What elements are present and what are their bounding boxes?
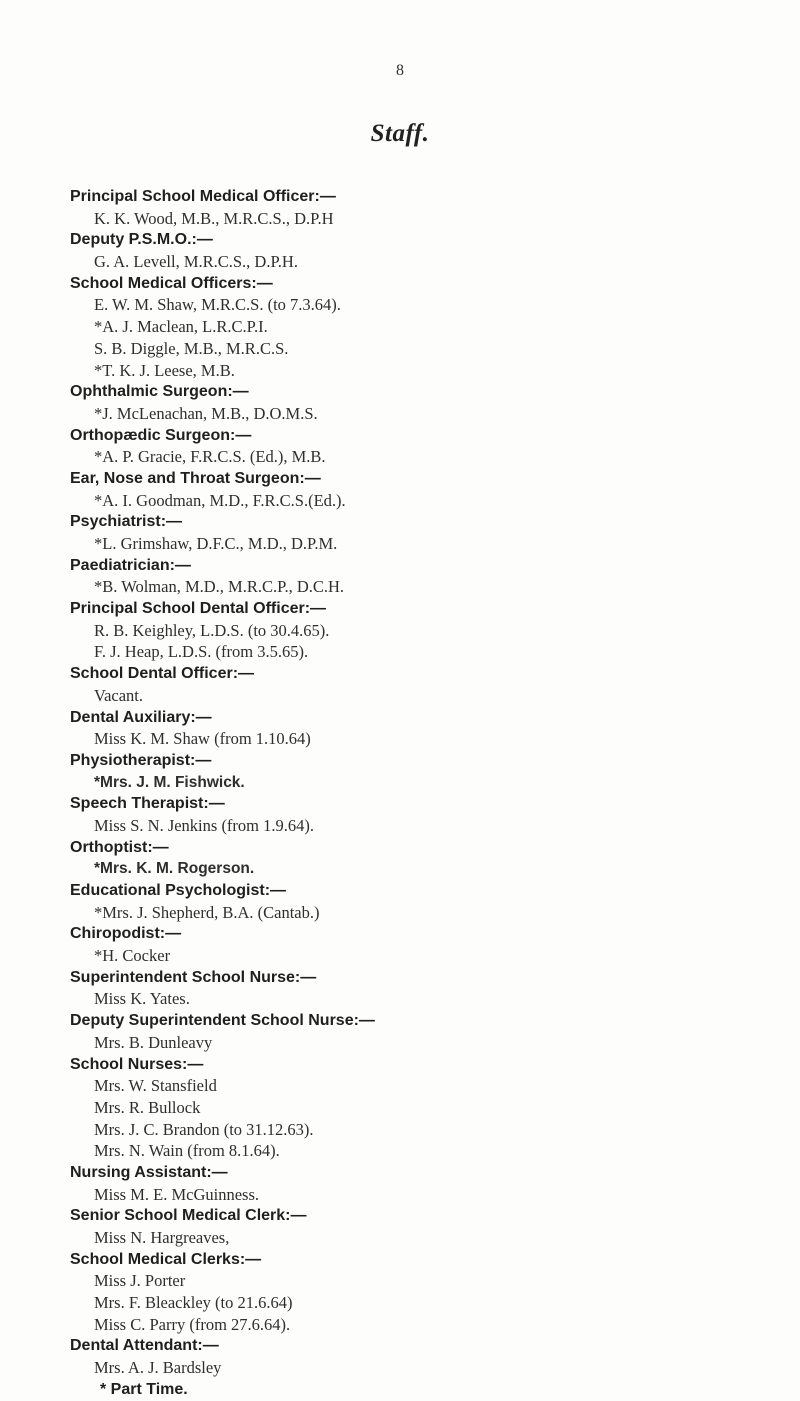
section-heading: Paediatrician:— [70, 556, 191, 574]
section-heading: Deputy P.S.M.O.:— [70, 231, 213, 249]
staff-entry: *Mrs. J. Shepherd, B.A. (Cantab.) [94, 902, 320, 922]
section-heading: Speech Therapist:— [70, 795, 225, 813]
staff-section [70, 750, 770, 793]
staff-section [70, 186, 770, 229]
section-heading: Ear, Nose and Throat Surgeon:— [70, 469, 321, 487]
page-number: 8 [396, 62, 404, 79]
staff-entry: *A. J. Maclean, L.R.C.P.I. [94, 317, 268, 337]
staff-entry: Miss K. M. Shaw (from 1.10.64) [94, 729, 311, 749]
staff-section [70, 1335, 770, 1378]
section-heading: School Medical Officers:— [70, 274, 273, 292]
staff-entry: Mrs. B. Dunleavy [94, 1032, 213, 1052]
staff-entry: Vacant. [94, 685, 144, 705]
staff-section [70, 1010, 770, 1053]
staff-entry: Miss J. Porter [94, 1271, 186, 1291]
staff-entry: *A. I. Goodman, M.D., F.R.C.S.(Ed.). [94, 490, 346, 510]
staff-entry: E. W. M. Shaw, M.R.C.S. (to 7.3.64). [94, 295, 341, 315]
staff-section [70, 273, 770, 381]
staff-entry: Miss K. Yates. [94, 989, 190, 1009]
staff-entry: *T. K. J. Leese, M.B. [94, 360, 235, 380]
staff-section [70, 967, 770, 1010]
staff-entry: Miss S. N. Jenkins (from 1.9.64). [94, 815, 315, 835]
section-heading: Principal School Medical Officer:— [70, 188, 336, 205]
section-heading: Nursing Assistant:— [70, 1163, 228, 1181]
section-heading: Dental Attendant:— [70, 1337, 219, 1355]
section-heading: Orthoptist:— [70, 838, 169, 856]
section-heading: Chiropodist:— [70, 925, 182, 943]
staff-entry: Miss C. Parry (from 27.6.64). [94, 1314, 291, 1334]
staff-entry: Mrs. F. Bleackley (to 21.6.64) [94, 1293, 293, 1313]
staff-entry: *H. Cocker [94, 946, 171, 966]
staff-section [70, 923, 770, 966]
staff-section [70, 880, 770, 923]
staff-entry: Mrs. W. Stansfield [94, 1076, 217, 1096]
staff-entry: *J. McLenachan, M.B., D.O.M.S. [94, 403, 318, 423]
section-heading: Orthopædic Surgeon:— [70, 426, 252, 444]
staff-section [70, 1205, 770, 1248]
section-heading: Physiotherapist:— [70, 751, 212, 769]
staff-entry: S. B. Diggle, M.B., M.R.C.S. [94, 338, 289, 358]
section-heading: Principal School Dental Officer:— [70, 600, 327, 618]
staff-entry: R. B. Keighley, L.D.S. (to 30.4.65). [94, 620, 330, 640]
staff-section [70, 598, 770, 663]
section-heading: Ophthalmic Surgeon:— [70, 383, 249, 401]
section-heading: Senior School Medical Clerk:— [70, 1207, 307, 1225]
section-heading: Educational Psychologist:— [70, 882, 287, 899]
staff-section [70, 511, 770, 554]
staff-entry: Mrs. J. C. Brandon (to 31.12.63). [94, 1119, 314, 1139]
staff-section [70, 381, 770, 424]
section-heading: School Medical Clerks:— [70, 1250, 262, 1268]
part-time-footnote: * Part Time. [100, 1380, 188, 1398]
staff-section [70, 1054, 770, 1162]
staff-section [70, 468, 770, 511]
staff-section [70, 1162, 770, 1205]
staff-entry: *Mrs. J. M. Fishwick. [94, 773, 245, 791]
staff-entry: *Mrs. K. M. Rogerson. [94, 860, 255, 878]
staff-section [70, 425, 770, 468]
staff-entry: *L. Grimshaw, D.F.C., M.D., D.P.M. [94, 534, 338, 553]
staff-entry: *B. Wolman, M.D., M.R.C.P., D.C.H. [94, 577, 345, 597]
staff-section [70, 707, 770, 750]
staff-section [70, 555, 770, 598]
staff-entry: F. J. Heap, L.D.S. (from 3.5.65). [94, 642, 309, 662]
staff-section [70, 229, 770, 272]
staff-entry: Mrs. N. Wain (from 8.1.64). [94, 1141, 280, 1161]
section-heading: Psychiatrist:— [70, 513, 183, 531]
section-heading: School Dental Officer:— [70, 665, 255, 683]
section-heading: Deputy Superintendent School Nurse:— [70, 1012, 375, 1030]
staff-entry: *A. P. Gracie, F.R.C.S. (Ed.), M.B. [94, 447, 326, 467]
staff-entry: Mrs. R. Bullock [94, 1097, 201, 1117]
staff-entry: Miss N. Hargreaves, [94, 1228, 230, 1247]
staff-list [70, 186, 770, 1401]
section-heading: School Nurses:— [70, 1055, 204, 1073]
section-heading: Dental Auxiliary:— [70, 708, 212, 726]
staff-section [70, 837, 770, 880]
staff-entry: Mrs. A. J. Bardsley [94, 1358, 222, 1378]
staff-section [70, 1249, 770, 1336]
staff-section [70, 663, 770, 706]
staff-entry: Miss M. E. McGuinness. [94, 1184, 260, 1204]
staff-section [70, 793, 770, 836]
staff-entry: K. K. Wood, M.B., M.R.C.S., D.P.H [94, 208, 334, 228]
section-heading: Superintendent School Nurse:— [70, 968, 317, 986]
page-title: Staff. [370, 120, 430, 147]
staff-entry: G. A. Levell, M.R.C.S., D.P.H. [94, 252, 298, 272]
